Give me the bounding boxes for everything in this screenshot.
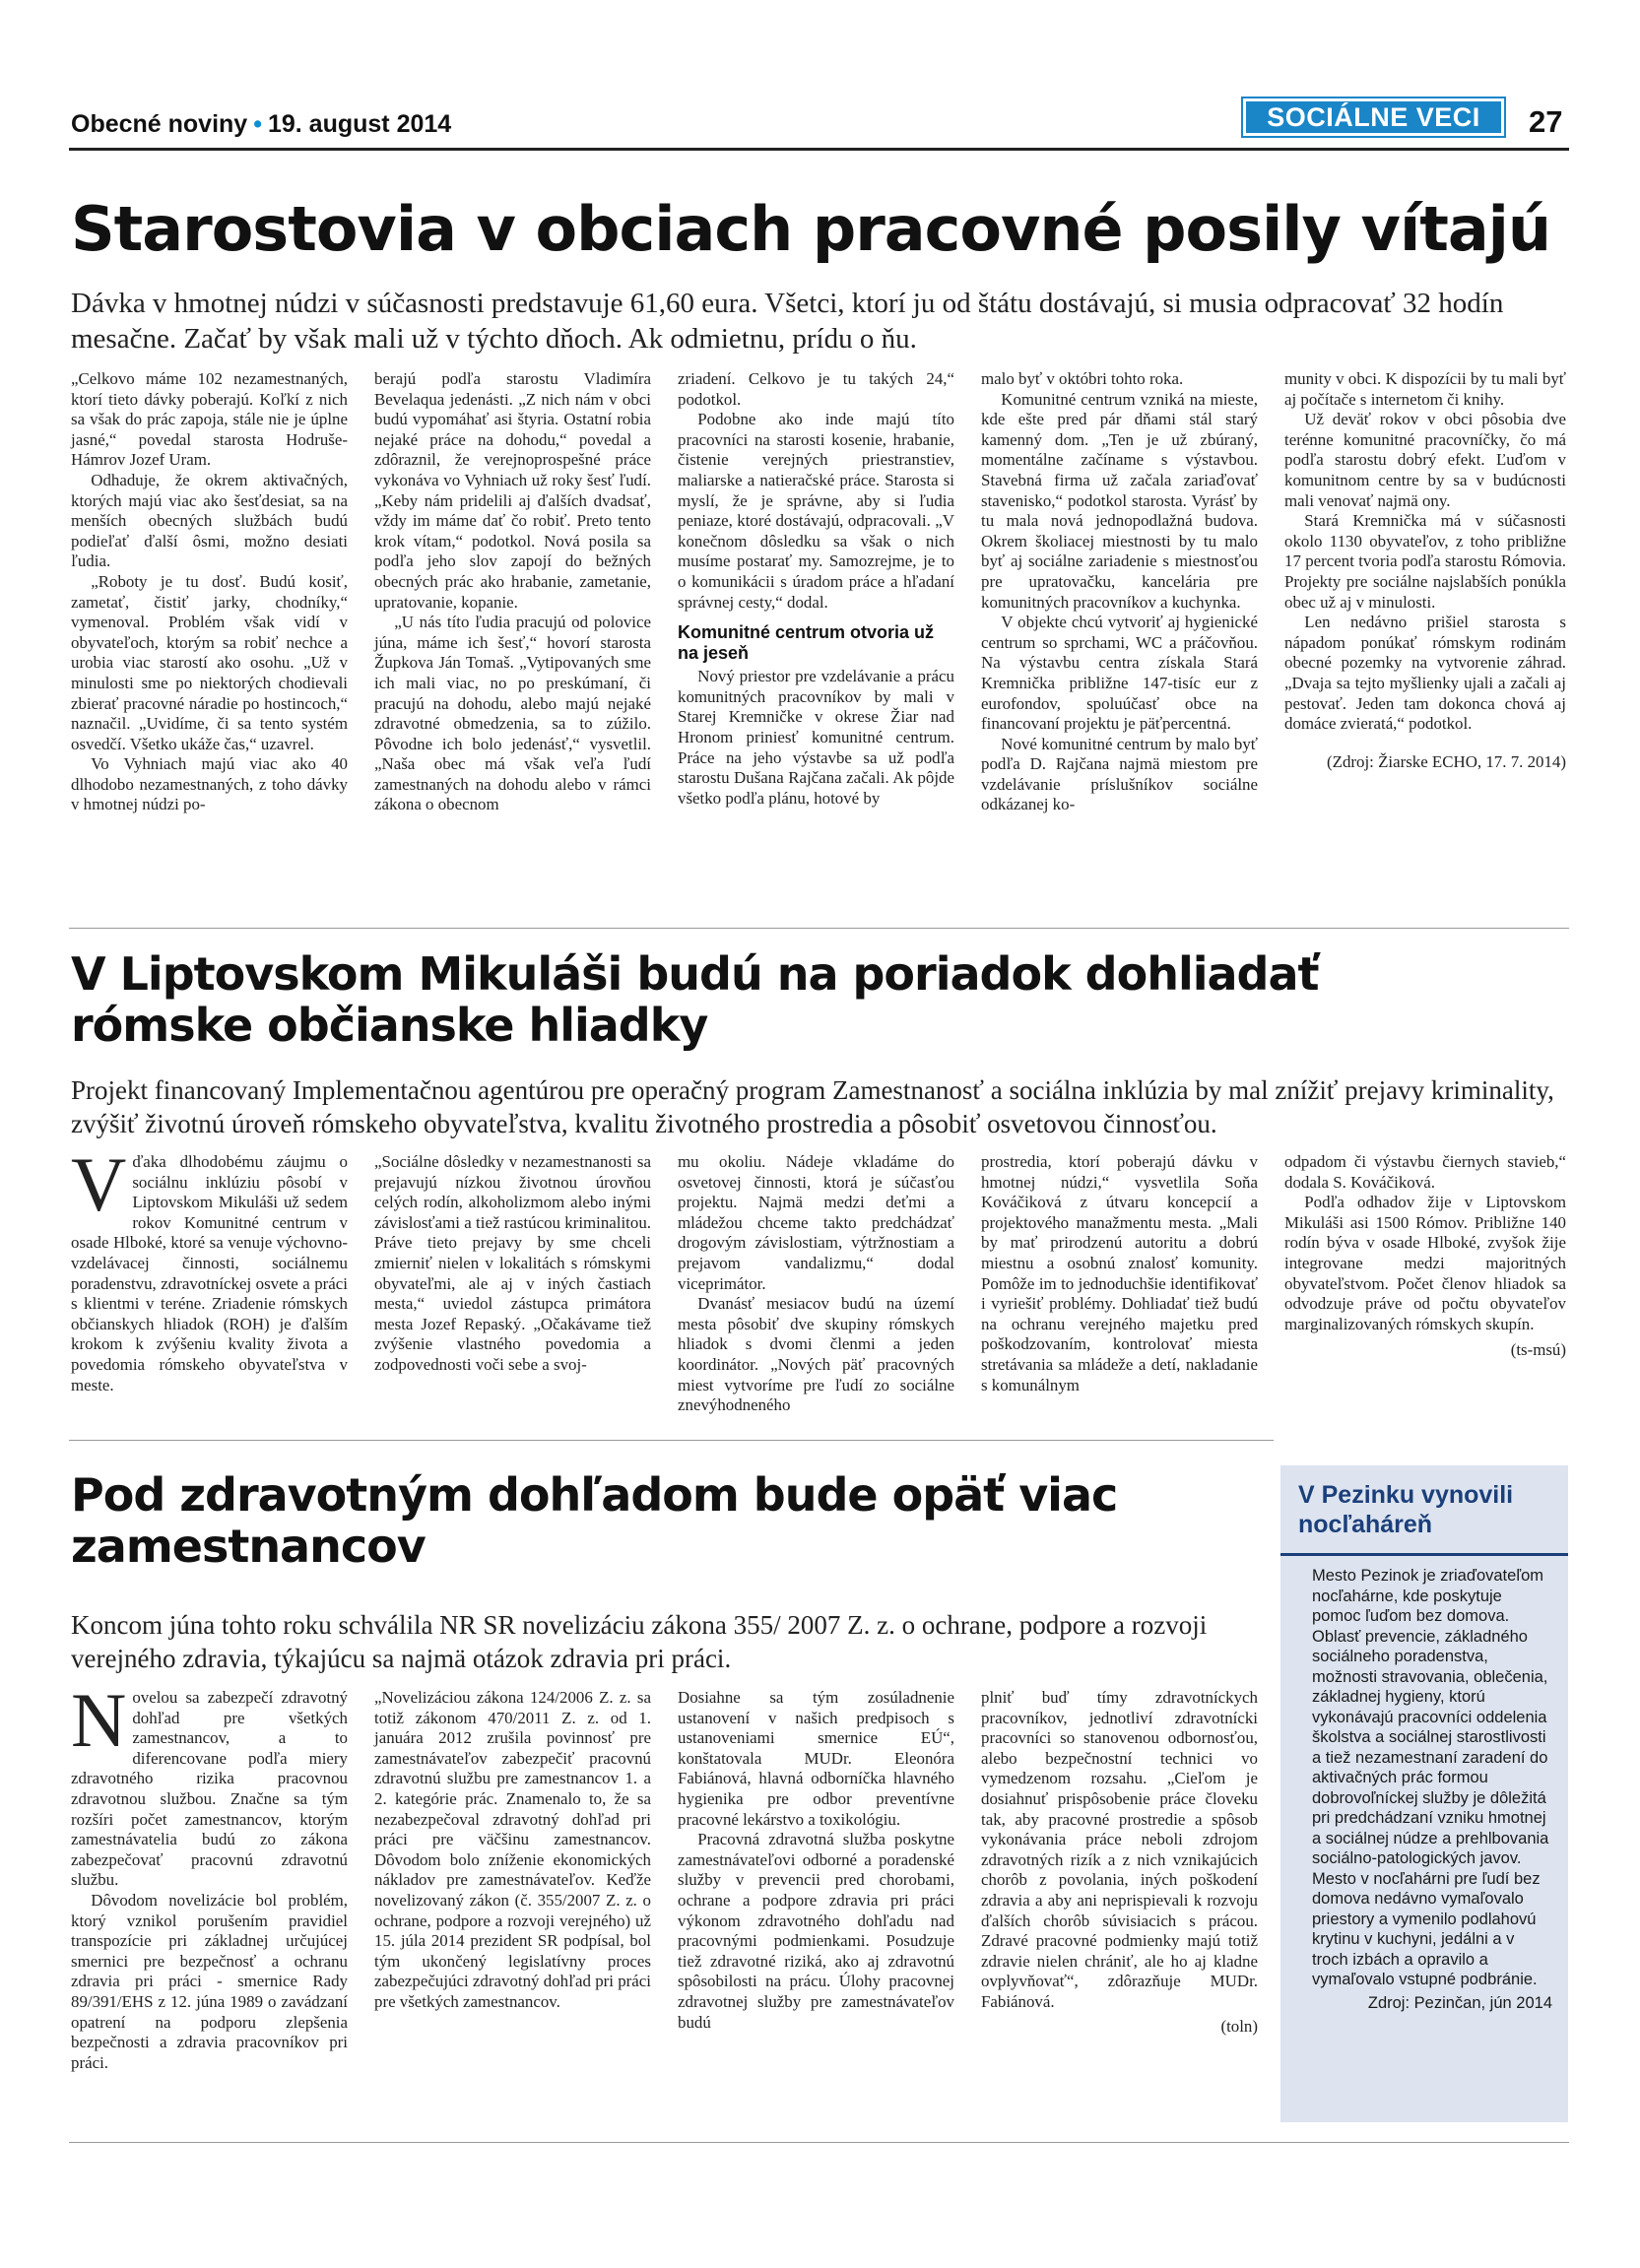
paragraph: „U nás títo ľudia pracujú od polovice júna, máme ich šesť,“ hovorí starosta Župkova Ján Tomaš. „Vytipovaných sme ich mali viac, no po preskúmaní, či pracujú na dohodu, alebo majú nejaké zdravotné obmedzenia, sa to zúžilo. Pôvodne ich bolo jedenásť,“ vysvetlil. „Naša obec má však veľa ľudí zamestnaných na dohodu alebo v rámci zákona o obecnom <box>374 613 651 814</box>
paragraph: odpadom či výstavbu čiernych stavieb,“ dodala S. Kováčiková. <box>1284 1152 1566 1192</box>
paragraph: ovelou sa zabezpečí zdravotný dohľad pre všetkých zamestnancov, a to diferencovane podľa miery zdravotného rizika pracovnou zdravotnou službou. Značne sa tým rozšíri počet zamestnancov, ktorým zamestnávatelia budú zo zákona zabezpečovať pracovnú zdravotnú službu. <box>71 1688 348 1890</box>
article1-col2 <box>374 369 651 815</box>
article3-title-line: zamestnancov <box>71 1520 426 1573</box>
paragraph: berajú podľa starostu Vladimíra Bevelaqua jedenásti. „Z nich nám v obci budú vypomáhať asi štyria. Ostatní robia nejaké práce na dohodu,“ povedal a zdôraznil, že verejnoprospešné práce vykonáva vo Vyhniach už roky šesť ľudí. „Keby nám pridelili aj ďalších dvadsať, vždy im máme dať čo robiť. Preto tento krok vítam,“ podotkol. Nová posila sa podľa jeho slov zapojí do bežných obecných prác ako hrabanie, zametanie, upratovanie, kopanie. <box>374 369 651 612</box>
sidebar-text: Mesto Pezinok je zriaďovateľom nocľahárne, kde poskytuje pomoc ľuďom bez domova. Oblasť prevencie, základného sociálneho poradenstva, možnosti stravovania, oblečenia, základnej hygieny, ktorú vykonávajú pracovníci oddelenia školstva a sociálnej starostlivosti a tiež nezamestnaní zaradení do aktivačných prác formou dobrovoľníckej služby je dôležitá pri predchádzaní vzniku hmotnej a sociálnej núdze a prehlbovania sociálno-patologických javov. Mesto v nocľahárni pre ľudí bez domova nedávno vymaľovalo priestory a vymenilo podlahovú krytinu v kuchyni, jedálni a v troch izbách a opravilo a vymaľovalo vstupné podbránie. <box>1312 1567 1549 1988</box>
article1-lead: Dávka v hmotnej núdzi v súčasnosti predstavuje 61,60 eura. Všetci, ktorí ju od štátu dostávajú, si musia odpracovať 32 hodín mesačne. Začať by však mali už v týchto dňoch. Ak odmietnu, prídu o ňu. <box>71 288 1504 355</box>
paragraph: „Celkovo máme 102 nezamestnaných, ktorí tieto dávky poberajú. Koľkí z nich sa však do prác zapoja, stále nie je úplne jasné,“ povedal starosta Hodruše-Hámrov Jozef Uram. <box>71 369 348 470</box>
article2-title <box>71 948 1318 1051</box>
article3-col1 <box>71 1677 348 2073</box>
paragraph: Nový priestor pre vzdelávanie a prácu komunitných pracovníkov by mali v Starej Kremničke v okrese Žiar nad Hronom priniesť komunitné centrum. Práce na jeho výstavbe sa už podľa starostu Dušana Rajčana začali. Ak pôjde všetko podľa plánu, hotové by <box>678 667 954 808</box>
article3-lead: Koncom júna tohto roku schválila NR SR novelizáciu zákona 355/ 2007 Z. z. o ochrane, podpore a rozvoji verejného zdravia, týkajúcu sa najmä otázok zdravia pri práci. <box>71 1610 1208 1673</box>
article1-col1 <box>71 369 348 815</box>
paragraph: ďaka dlhodobému záujmu o sociálnu inklúziu pôsobí v Liptovskom Mikuláši už sedem rokov Komunitné centrum v osade Hlboké, ktoré sa venuje výchovno-vzdelávacej činnosti, sociálnemu poradenstvu, zdravotníckej osvete a práci s klientmi v teréne. Zriadenie rómskych občianskych hliadok (ROH) je ďalším krokom k zvýšeniu kvality života a povedomia rómskeho obyvateľstva v meste. <box>71 1152 348 1394</box>
paragraph: Odhaduje, že okrem aktivačných, ktorých majú viac ako šesťdesiat, sa na menších obecných službách budú podieľať ďalší ôsmi, možno desiati ľudia. <box>71 470 348 571</box>
paragraph: prostredia, ktorí poberajú dávku v hmotnej núdzi,“ vysvetlila Soňa Kováčiková z útvaru koncepcií a projektového manažmentu mesta. „Mali by mať prirodzenú autoritu a dobrú miestnu a osobnú znalosť komunity. Pomôže im to jednoduchšie identifikovať i vyriešiť problémy. Dohliadať tiež budú na ochranu verejného majetku pred poškodzovaním, kontrolovať miesta stretávania sa mládeže a detí, nakladanie s komunálnym <box>981 1152 1258 1394</box>
article2-source: (ts-msú) <box>1510 1340 1566 1360</box>
divider <box>69 928 1569 929</box>
paragraph: Dôvodom novelizácie bol problém, ktorý vznikol porušením pravidiel transpozície pri základnej určujúcej smernici pre bezpečnosť a ochranu zdravia pri práci - smernice Rady 89/391/EHS z 12. júna 1989 o zavádzaní opatrení na podporu zlepšenia bezpečnosti a zdravia pracovníkov pri práci. <box>71 1890 348 2072</box>
bullet-separator: • <box>253 110 262 138</box>
paragraph: Podobne ako inde majú títo pracovníci na starosti kosenie, hrabanie, čistenie verejných priestranstiev, maliarske a natieračské práce. Starosta si myslí, že je správne, aby si ľudia peniaze, ktoré dostávajú, odpracovali. „V konečnom dôsledku sa však o nich musíme postarať my. Samozrejme, je to o komunikácii s úradom práce a hľadaní správnej cesty,“ dodal. <box>678 410 954 612</box>
issue-date: 19. august 2014 <box>267 110 452 138</box>
paragraph: „Sociálne dôsledky v nezamestnanosti sa prejavujú nízkou životnou úrovňou celých rodín, alkoholizmom alebo inými závislosťami a tiež rastúcou kriminalitou. Práve tieto prejavy by sme chceli zmierniť nielen v lokalitách s rómskymi obyvateľmi, ale aj v iných častiach mesta,“ uviedol zástupca primátora mesta Jozef Repaský. „Očakávame tiež zvýšenie vlastného povedomia a zodpovednosti voči sebe a svoj- <box>374 1152 651 1374</box>
masthead <box>71 110 451 139</box>
article2-lead: Projekt financovaný Implementačnou agentúrou pre operačný program Zamestnanosť a sociálna inklúzia by mal znížiť prejavy kriminality, zvýšiť životnú úroveň rómskeho obyvateľstva, kvalitu životného prostredia a pôsobiť osvetovou činnosťou. <box>71 1075 1554 1138</box>
newspaper-name: Obecné noviny <box>71 110 248 138</box>
paragraph: Len nedávno prišiel starosta s nápadom ponúkať rómskym rodinám obecné pozemky na vytvorenie záhrad. „Dvaja sa tejto myšlienky ujali a začali aj pestovať. Jeden tam dokonca chová aj domáce zvieratá,“ podotkol. <box>1284 613 1566 734</box>
paragraph: Už deväť rokov v obci pôsobia dve terénne komunitné pracovníčky, čo má podľa starostu dobrý efekt. Ľuďom v komunitnom centre by sa v budúcnosti mali venovať najmä ony. <box>1284 410 1566 510</box>
paragraph: V objekte chcú vytvoriť aj hygienické centrum so sprchami, WC a práčovňou. Na výstavbu centra získala Stará Kremnička približne 147-tisíc eur z eurofondov, spoluúčasť obce na financovaní projektu je päťpercentná. <box>981 613 1258 734</box>
article2-col4 <box>981 1152 1258 1395</box>
section-label: SOCIÁLNE VECI <box>1246 101 1501 133</box>
paragraph: Komunitné centrum vzniká na mieste, kde ešte pred pár dňami stál starý kamenný dom. „Ten je už zbúraný, momentálne začíname s výstavbou. Stavebná firma už začala zariaďovať stavenisko,“ podotkol starosta. Vyrásť by tu mala nová jednopodlažná budova. Okrem školiacej miestnosti by tu malo byť aj sociálne zariadenie s miestnosťou pre upratovačku, kancelária pre komunitných pracovníkov a kuchynka. <box>981 389 1258 612</box>
paragraph: „Roboty je tu dosť. Budú kosiť, zametať, čistiť jarky, chodníky,“ vymenoval. Problém však vidí v obyvateľoch, ktorým sa robiť nechce a urobia viac starostí ako osohu. „Už v minulosti sme po niektorých chodievali zbierať pracovné náradie po hostincoch,“ naznačil. „Uvidíme, či sa tento systém osvedčí. Všetko ukáže čas,“ uzavrel. <box>71 571 348 753</box>
article1-col5 <box>1284 369 1566 772</box>
sidebar-box <box>1280 1465 1568 2122</box>
section-tag <box>1241 97 1506 138</box>
paragraph: Dvanásť mesiacov budú na území mesta pôsobiť dve skupiny rómskych hliadok s dvomi členmi a jeden koordinátor. „Nových päť pracovných miest vytvoríme pre ľudí zo sociálne znevýhodneného <box>678 1294 954 1415</box>
paragraph: Pracovná zdravotná služba poskytne zamestnávateľovi odborné a poradenské služby v prevencii pred chorobami, ochrane a podpore zdravia pri práci výkonom zdravotného dohľadu nad pracovnými podmienkami. Posudzuje tiež zdravotné riziká, ako aj zdravotnú spôsobilosti na prácu. Úlohy pracovnej zdravotnej služby pre zamestnávateľov budú <box>678 1830 954 2032</box>
article3-title <box>71 1469 1117 1572</box>
sidebar-rule <box>1280 1553 1568 1556</box>
sidebar-source: Zdroj: Pezinčan, jún 2014 <box>1367 1993 1552 2012</box>
article3-source: (toln) <box>1220 2016 1258 2036</box>
article2-title-line: V Liptovskom Mikuláši budú na poriadok dohliadať <box>71 947 1319 1001</box>
paragraph: plniť buď tímy zdravotníckych pracovníkov, jednotliví zdravotnícki pracovníci so stanovenou odbornosťou, alebo bezpečnostní technici vo vymedzenom rozsahu. „Cieľom je dosiahnuť prispôsobenie práce človeku tak, aby pracovné prostredie a spôsob vykonávania práce neboli zdrojom zdravotných rizík a z nich vznikajúcich chorôb z povolania, iných poškodení zdravia a aby ani neprispievali k rozvoju ďalších chorôb súvisiacich s prácou. Zdravé pracovné podmienky majú totiž zdravie nielen chrániť, ale ho aj kladne ovplyvňovať“, zdôrazňuje MUDr. Fabiánová. <box>981 1688 1258 2011</box>
paragraph: mu okoliu. Nádeje vkladáme do osvetovej činnosti, ktorá je súčasťou projektu. Najmä medzi deťmi a mládežou chceme takto predchádzať drogovým závislostiam, výtržnostiam a prejavom vandalizmu,“ dodal viceprimátor. <box>678 1152 954 1293</box>
paragraph: Nové komunitné centrum by malo byť podľa D. Rajčana najmä miestom pre vzdelávanie príslušníkov sociálne odkázanej ko- <box>981 734 1258 814</box>
drop-cap: N <box>71 1677 127 1763</box>
page-number: 27 <box>1529 104 1563 139</box>
article1-title: Starostovia v obciach pracovné posily vítajú <box>71 193 1551 265</box>
article2-title-line: rómske občianske hliadky <box>71 999 708 1052</box>
article1-col4 <box>981 369 1258 815</box>
article2-col1 <box>71 1141 348 1395</box>
article3-col4 <box>981 1688 1258 2037</box>
paragraph: „Novelizáciou zákona 124/2006 Z. z. sa totiž zákonom 470/2011 Z. z. od 1. januára 2012 zrušila povinnosť pre zamestnávateľov zabezpečiť pracovnú zdravotnú službu pre zamestnancov 1. a 2. kategórie prác. Znamenalo to, že sa nezabezpečoval zdravotný dohľad pri práci pre väčšinu zamestnancov. Dôvodom bolo zníženie ekonomických nákladov pre zamestnávateľov. Keďže novelizovaný zákon (č. 355/2007 Z. z. o ochrane, podpore a rozvoji verejného) už 15. júla 2014 prezident SR podpísal, bol tým ukončený legislatívny proces zabezpečujúci zdravotný dohľad pri práci pre všetkých zamestnancov. <box>374 1688 651 2011</box>
paragraph: munity v obci. K dispozícii by tu mali byť aj počítače s internetom či knihy. <box>1284 369 1566 409</box>
drop-cap: V <box>71 1141 127 1227</box>
paragraph: Dosiahne sa tým zosúladnenie ustanovení v našich predpisoch s ustanoveniami smernice EÚ“, konštatovala MUDr. Eleonóra Fabiánová, hlavná odborníčka hlavného hygienika pre odbor preventívne pracovné lekárstvo a toxikológiu. <box>678 1688 954 1829</box>
paragraph: malo byť v októbri tohto roka. <box>981 369 1184 388</box>
article2-col5 <box>1284 1152 1566 1361</box>
article2-col2 <box>374 1152 651 1376</box>
paragraph: Vo Vyhniach majú viac ako 40 dlhodobo nezamestnaných, z toho dávky v hmotnej núdzi po- <box>71 754 348 814</box>
divider <box>69 1440 1274 1441</box>
article2-col3 <box>678 1152 954 1416</box>
article1-subhead: Komunitné centrum otvoria už na jeseň <box>678 622 935 664</box>
paragraph: Stará Kremnička má v súčasnosti okolo 1130 obyvateľov, z toho približne 17 percent tvoria podľa starostu Rómovia. Projekty pre sociálne najslabších ponúkla obec už aj v minulosti. <box>1284 511 1566 612</box>
article3-col2 <box>374 1688 651 2013</box>
article1-source: (Zdroj: Žiarske ECHO, 17. 7. 2014) <box>1327 751 1566 771</box>
header-rule <box>69 148 1569 151</box>
sidebar-title: V Pezinku vynovili nocľaháreň <box>1298 1481 1514 1538</box>
article1-col3 <box>678 369 954 809</box>
paragraph: zriadení. Celkovo je tu takých 24,“ podotkol. <box>678 369 954 409</box>
paragraph: Podľa odhadov žije v Liptovskom Mikuláši asi 1500 Rómov. Približne 140 rodín býva v osade Hlboké, zvyšok žije integrovane medzi majoritných obyvateľstvom. Počet členov hliadok sa odvodzuje práve od počtu obyvateľov marginalizovaných rómskych skupín. <box>1284 1193 1566 1333</box>
article3-col3 <box>678 1688 954 2033</box>
footer-rule <box>69 2142 1569 2143</box>
article3-title-line: Pod zdravotným dohľadom bude opäť viac <box>71 1468 1118 1522</box>
